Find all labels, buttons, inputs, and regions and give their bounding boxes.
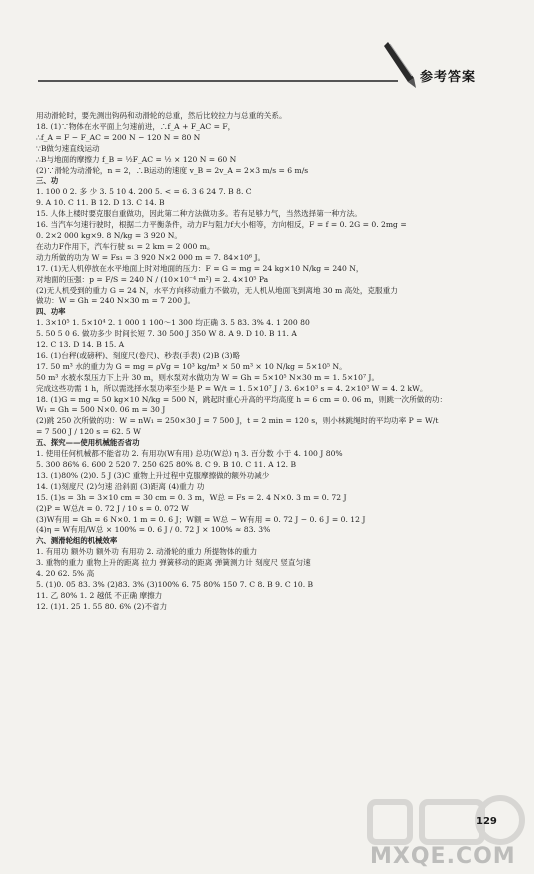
answer-line: 做功：W = Gh = 240 N×30 m = 7 200 J。: [36, 296, 196, 306]
section-heading: 四、功率: [36, 307, 66, 317]
section-heading: 六、测滑轮组的机械效率: [36, 536, 118, 546]
header-title: 参考答案: [420, 70, 477, 85]
page-header: [0, 0, 534, 110]
answer-line: W₁ = Gh = 500 N×0. 06 m = 30 J: [36, 405, 166, 415]
answer-line: 12. (1)1. 25 1. 55 80. 6% (2)不省力: [36, 601, 168, 611]
answer-line: 12. C 13. D 14. B 15. A: [36, 340, 125, 350]
answer-line: 0. 2×2 000 kg×9. 8 N/kg = 3 920 N。: [36, 230, 182, 240]
answer-line: 1. 100 0 2. 多 少 3. 5 10 4. 200 5. < = 6. 3 6 24 7. B 8. C: [36, 187, 252, 197]
answer-line: (2)P = W总/t = 0. 72 J / 10 s = 0. 072 W: [36, 503, 189, 513]
answer-line: 1. 3×10⁵ 1. 5×10⁴ 2. 1 000 1 100～1 300 均正确 3. 5 83. 3% 4. 1 200 80: [36, 318, 310, 328]
answer-line: 18. (1)G = mg = 50 kg×10 N/kg = 500 N，跳起时重心升高的平均高度 h = 6 cm = 0. 06 m，则跳一次所做的功：: [36, 394, 448, 404]
pen-icon: [382, 38, 422, 90]
answer-line: (4)η = W有用/W总 × 100% = 0. 6 J / 0. 72 J × 100% ≈ 83. 3%: [36, 525, 271, 535]
answer-line: 对地面的压强：p = F/S = 240 N / (10×10⁻⁴ m²) = 2. 4×10⁵ Pa: [36, 274, 269, 284]
answer-line: (2)无人机受到的重力 G = 24 N，水平方向移动重力不做功，无人机从地面飞到离地 30 m 高处，克服重力: [36, 285, 398, 295]
answer-line: ∵B做匀速直线运动: [36, 143, 100, 153]
header-rule: [38, 80, 398, 82]
answer-line: 16. (1)台秤(或磅秤)、刻度尺(卷尺)、秒表(手表) (2)B (3)略: [36, 350, 241, 360]
answer-line: 9. A 10. C 11. B 12. D 13. C 14. B: [36, 198, 165, 208]
section-heading: 三、功: [36, 176, 59, 186]
answer-line: 1. 使用任何机械都不能省功 2. 有用功(W有用) 总功(W总) η 3. 百分数 小于 4. 100 J 80%: [36, 449, 343, 459]
answer-line: 17. 50 m³ 水的重力为 G = mg = ρVg = 10³ kg/m³ × 50 m³ × 10 N/kg = 5×10⁵ N。: [36, 361, 347, 371]
answer-line: 4. 20 62. 5% 高: [36, 569, 95, 579]
answer-line: 50 m³ 水被水泵压力下上升 30 m，则水泵对水做功为 W = Gh = 5×10⁵ N×30 m = 1. 5×10⁷ J。: [36, 372, 380, 382]
answer-line: 1. 有用功 额外功 额外功 有用功 2. 动滑轮的重力 所提物体的重力: [36, 547, 258, 557]
answer-content: [36, 111, 506, 613]
answer-line: (3)W有用 = Gh = 6 N×0. 1 m = 0. 6 J；W额 = W总 − W有用 = 0. 72 J − 0. 6 J = 0. 12 J: [36, 514, 366, 524]
answer-line: 16. 当汽车匀速行驶时，根据二力平衡条件，动力F与阻力f大小相等，方向相反，F = f = 0. 2G = 0. 2mg =: [36, 220, 407, 230]
answer-line: 3. 重物的重力 重物上升的距离 拉力 弹簧移动的距离 弹簧测力计 刻度尺 竖直匀速: [36, 558, 311, 568]
answer-line: 5. (1)0. 05 83. 3% (2)83. 3% (3)100% 6. 75 80% 150 7. C 8. B 9. C 10. B: [36, 579, 314, 589]
answer-line: = 7 500 J / 120 s = 62. 5 W: [36, 427, 141, 437]
answer-line: 13. (1)80% (2)0. 5 J (3)C 重物上升过程中克服摩擦做的额外功减少: [36, 470, 270, 480]
answer-line: ∴B与地面的摩擦力 f_B = ½F_AC = ½ × 120 N = 60 N: [36, 154, 237, 164]
answer-line: 5. 300 86% 6. 600 2 520 7. 250 625 80% 8. C 9. B 10. C 11. A 12. B: [36, 460, 297, 469]
page-number: 129: [476, 816, 497, 827]
watermark-text: MXQE.COM: [370, 844, 516, 869]
answer-line: (2)跳 250 次所做的功：W = nW₁ = 250×30 J = 7 500 J，t = 2 min = 120 s，则小林跳绳时的平均功率 P = W/t: [36, 416, 439, 426]
section-heading: 五、探究——使用机械能否省功: [36, 438, 140, 448]
answer-line: 5. 50 5 0 6. 做功多少 时间长短 7. 30 500 J 350 W 8. A 9. D 10. B 11. A: [36, 329, 297, 339]
answer-line: 动力所做的功为 W = Fs₁ = 3 920 N×2 000 m = 7. 84×10⁶ J。: [36, 252, 266, 262]
answer-line: 用动滑轮时，要先测出钩码和动滑轮的总重，然后比较拉力与总重的关系。: [36, 111, 287, 120]
answer-line: 18. (1)∵物体在水平面上匀速前进，∴f_A + F_AC = F，: [36, 121, 236, 131]
answer-line: 完成这些功需 1 h，所以需选择水泵功率至少是 P = W/t = 1. 5×10⁷ J / 3. 6×10³ s = 4. 2×10³ W = 4. 2 kW。: [36, 383, 428, 393]
answer-line: 15. 人体上楼时要克服自重做功，因此第二种方法做功多。若有足够力气，当然选择第一种方法。: [36, 209, 362, 219]
answer-line: 在动力F作用下，汽车行驶 s₁ = 2 km = 2 000 m。: [36, 241, 215, 251]
answer-line: 14. (1)刻度尺 (2)匀速 沿斜面 (3)距离 (4)重力 功: [36, 481, 205, 491]
answer-line: 15. (1)s = 3h = 3×10 cm = 30 cm = 0. 3 m，W总 = Fs = 2. 4 N×0. 3 m = 0. 72 J: [36, 492, 347, 502]
answer-line: 17. (1)无人机停放在水平地面上时对地面的压力：F = G = mg = 24 kg×10 N/kg = 240 N，: [36, 263, 364, 273]
answer-line: 11. 乙 80% 1. 2 越低 不正确 摩擦力: [36, 590, 163, 600]
answer-line: (2)∵滑轮为动滑轮，n = 2，∴B运动的速度 v_B = 2v_A = 2×3 m/s = 6 m/s: [36, 165, 309, 175]
answer-line: ∴f_A = F − F_AC = 200 N − 120 N = 80 N: [36, 132, 201, 142]
